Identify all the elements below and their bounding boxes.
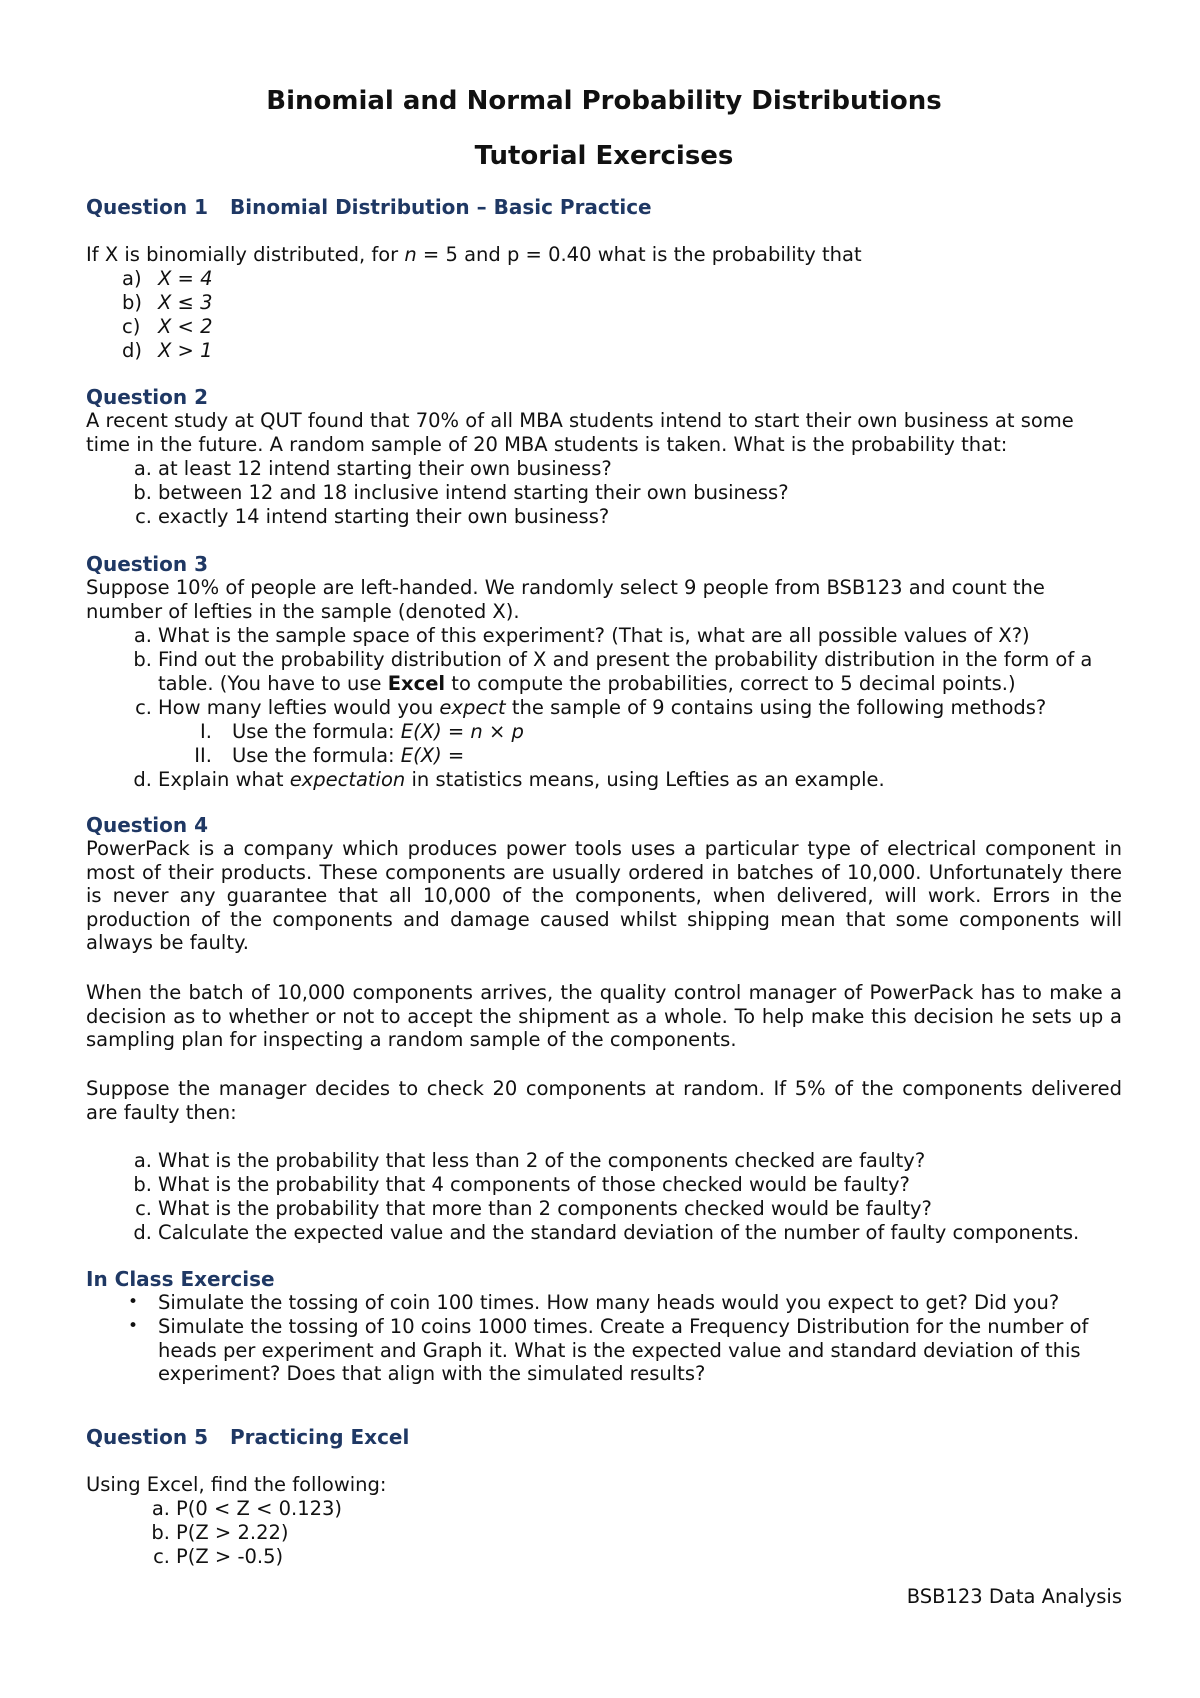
question-5-item-b: b. P(Z > 2.22) [151,1521,289,1544]
in-class-heading: In Class Exercise [86,1267,275,1291]
question-1-item-b: b) X ≤ 3 [122,291,213,314]
question-5-item-a: a. P(0 < Z < 0.123) [151,1497,343,1520]
question-4-item-a: a. What is the probability that less than 2 of the components checked are faulty? [133,1149,926,1172]
question-2-item-c: c. exactly 14 intend starting their own business? [135,505,610,528]
question-3-intro: Suppose 10% of people are left-handed. We randomly select 9 people from BSB123 and count the number of lefties in the sample (denoted X). [86,576,1045,623]
question-1-label: Question 1 [86,195,208,219]
question-1-item-a: a) X = 4 [122,267,213,290]
question-5-title: Practicing Excel [229,1425,410,1449]
question-3-subitem-ii: II. Use the formula: E(X) = [194,744,465,767]
question-4-item-d: d. Calculate the expected value and the standard deviation of the number of faulty components. [133,1221,1080,1244]
question-4-item-c: c. What is the probability that more than 2 components checked would be faulty? [135,1197,932,1220]
question-5-heading [86,1425,409,1449]
question-3-subitem-i: I. Use the formula: E(X) = n × p [200,720,524,743]
question-4-paragraph-2: When the batch of 10,000 components arrives, the quality control manager of PowerPack has to make a decision as to whether or not to accept the shipment as a whole. To help make this decision he sets up a sampling plan for inspecting a random sample of the components. [86,981,1122,1052]
question-1-heading [86,195,652,219]
question-5-label: Question 5 [86,1425,208,1449]
question-2-heading: Question 2 [86,385,208,409]
question-5-intro: Using Excel, find the following: [86,1473,387,1496]
document-title: Binomial and Normal Probability Distributions [266,86,942,116]
question-1-intro: If X is binomially distributed, for n = 5 and p = 0.40 what is the probability that [86,243,862,266]
question-4-paragraph-1: PowerPack is a company which produces power tools uses a particular type of electrical component in most of their products. These components are usually ordered in batches of 10,000. Unfortunately there is never any guarantee that all 10,000 of the components, when delivered, will work. Errors in the production of the components and damage caused whilst shipping mean that some components will always be faulty. [86,837,1122,955]
question-1-title: Binomial Distribution – Basic Practice [229,195,652,219]
question-1-item-d: d) X > 1 [122,339,213,362]
question-3-item-a: a. What is the sample space of this experiment? (That is, what are all possible values of X?) [133,624,1030,647]
question-3-item-c: c. How many lefties would you expect the sample of 9 contains using the following methods? [135,696,1047,719]
question-3-item-d: d. Explain what expectation in statistics means, using Lefties as an example. [133,768,885,791]
question-2-intro: A recent study at QUT found that 70% of all MBA students intend to start their own business at some time in the future. A random sample of 20 MBA students is taken. What is the probability that: [86,409,1074,456]
question-5-item-c: c. P(Z > -0.5) [153,1545,284,1568]
question-1-item-c: c) X < 2 [122,315,213,338]
document-subtitle: Tutorial Exercises [474,141,734,171]
question-3-item-b: b. Find out the probability distribution of X and present the probability distribution in the form of a table. (You have to use Excel to compute the probabilities, correct to 5 decimal points.) [133,648,1093,695]
question-2-item-a: a. at least 12 intend starting their own business? [133,457,612,480]
question-4-item-b: b. What is the probability that 4 components of those checked would be faulty? [133,1173,910,1196]
bullet-icon: • [128,1292,139,1312]
question-4-heading: Question 4 [86,813,208,837]
in-class-item-2: • Simulate the tossing of 10 coins 1000 times. Create a Frequency Distribution for the number of heads per experiment and Graph it. What is the expected value and standard deviation of this experiment? Does that align with the simulated results? [128,1315,1089,1386]
question-4-paragraph-3: Suppose the manager decides to check 20 components at random. If 5% of the components delivered are faulty then: [86,1077,1122,1124]
bullet-icon: • [128,1316,139,1336]
page-footer: BSB123 Data Analysis [906,1585,1122,1608]
question-3-heading: Question 3 [86,552,208,576]
question-2-item-b: b. between 12 and 18 inclusive intend starting their own business? [133,481,789,504]
in-class-item-1: • Simulate the tossing of coin 100 times. How many heads would you expect to get? Did you? [128,1291,1060,1314]
